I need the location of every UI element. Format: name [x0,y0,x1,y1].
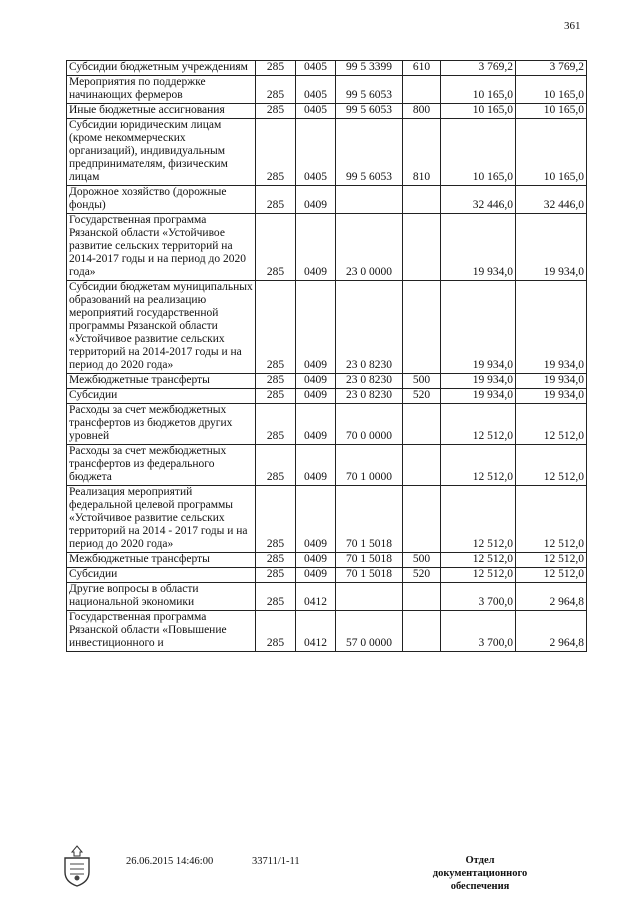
row-target-code: 23 0 8230 [336,389,403,404]
row-section-code: 0409 [296,568,336,583]
coat-of-arms-icon [60,844,94,888]
row-admin-code: 285 [256,553,296,568]
row-target-code: 99 5 6053 [336,119,403,186]
table-row [67,583,587,611]
row-admin-code: 285 [256,374,296,389]
row-admin-code: 285 [256,214,296,281]
row-sum-plan: 19 934,0 [441,389,516,404]
row-section-code: 0405 [296,104,336,119]
table-row [67,186,587,214]
row-name: Субсидии юридическим лицам (кроме некоммерческих организаций), индивидуальным предпринимателям, физическим лицам [67,119,256,186]
row-sum-actual: 32 446,0 [516,186,587,214]
row-sum-plan: 32 446,0 [441,186,516,214]
row-section-code: 0405 [296,61,336,76]
row-admin-code: 285 [256,104,296,119]
row-expense-type: 500 [403,374,441,389]
row-expense-type: 800 [403,104,441,119]
row-name: Субсидии бюджетам муниципальных образований на реализацию мероприятий государственной программы Рязанской области «Устойчивое развитие сельских территорий на 2014-2017 годы и на период до 2020 года» [67,281,256,374]
row-sum-actual: 12 512,0 [516,553,587,568]
row-target-code: 23 0 8230 [336,374,403,389]
row-sum-plan: 3 769,2 [441,61,516,76]
row-sum-actual: 12 512,0 [516,404,587,445]
footer-datetime: 26.06.2015 14:46:00 [126,856,214,867]
row-target-code: 99 5 3399 [336,61,403,76]
row-target-code: 99 5 6053 [336,76,403,104]
footer-document-number: 33711/1-11 [252,856,300,867]
row-sum-actual: 19 934,0 [516,281,587,374]
table-row [67,389,587,404]
row-section-code: 0409 [296,486,336,553]
table-row [67,404,587,445]
row-sum-actual: 12 512,0 [516,486,587,553]
row-sum-actual: 19 934,0 [516,389,587,404]
row-target-code: 70 1 5018 [336,486,403,553]
row-admin-code: 285 [256,611,296,652]
row-sum-actual: 10 165,0 [516,119,587,186]
row-section-code: 0412 [296,611,336,652]
row-sum-actual: 2 964,8 [516,611,587,652]
row-section-code: 0409 [296,445,336,486]
row-target-code: 70 1 0000 [336,445,403,486]
row-sum-actual: 12 512,0 [516,445,587,486]
row-sum-actual: 19 934,0 [516,214,587,281]
row-expense-type [403,76,441,104]
table-row [67,486,587,553]
row-expense-type [403,186,441,214]
budget-table [66,60,587,652]
row-sum-plan: 12 512,0 [441,404,516,445]
row-expense-type: 610 [403,61,441,76]
row-section-code: 0409 [296,186,336,214]
row-name: Мероприятия по поддержке начинающих фермеров [67,76,256,104]
row-admin-code: 285 [256,568,296,583]
row-target-code [336,186,403,214]
row-name: Дорожное хозяйство (дорожные фонды) [67,186,256,214]
table-row [67,119,587,186]
row-sum-actual: 3 769,2 [516,61,587,76]
row-sum-actual: 19 934,0 [516,374,587,389]
page-footer [0,842,640,892]
row-admin-code: 285 [256,583,296,611]
table-row [67,61,587,76]
row-target-code: 70 1 5018 [336,568,403,583]
row-expense-type [403,486,441,553]
row-section-code: 0409 [296,404,336,445]
row-sum-actual: 10 165,0 [516,76,587,104]
row-target-code [336,583,403,611]
row-expense-type: 520 [403,389,441,404]
table-row [67,374,587,389]
row-expense-type [403,214,441,281]
row-name: Субсидии [67,568,256,583]
row-expense-type [403,583,441,611]
row-admin-code: 285 [256,76,296,104]
row-target-code: 23 0 0000 [336,214,403,281]
row-sum-plan: 12 512,0 [441,553,516,568]
row-admin-code: 285 [256,281,296,374]
table-row [67,445,587,486]
footer-department: Отдел документационного обеспечения [432,855,528,892]
row-sum-plan: 12 512,0 [441,445,516,486]
row-sum-plan: 19 934,0 [441,214,516,281]
row-name: Государственная программа Рязанской области «Устойчивое развитие сельских территорий на 2014-2017 годы и на период до 2020 года» [67,214,256,281]
row-name: Расходы за счет межбюджетных трансфертов из бюджетов других уровней [67,404,256,445]
row-sum-plan: 12 512,0 [441,568,516,583]
row-target-code: 70 1 5018 [336,553,403,568]
row-section-code: 0409 [296,374,336,389]
row-name: Межбюджетные трансферты [67,553,256,568]
row-name: Реализация мероприятий федеральной целевой программы «Устойчивое развитие сельских территорий на 2014 - 2017 годы и на период до 2020 года» [67,486,256,553]
row-admin-code: 285 [256,404,296,445]
row-target-code: 57 0 0000 [336,611,403,652]
table-row [67,76,587,104]
row-section-code: 0409 [296,389,336,404]
row-expense-type: 520 [403,568,441,583]
row-section-code: 0412 [296,583,336,611]
row-target-code: 70 0 0000 [336,404,403,445]
row-sum-plan: 10 165,0 [441,104,516,119]
row-sum-plan: 19 934,0 [441,281,516,374]
row-name: Межбюджетные трансферты [67,374,256,389]
row-name: Субсидии бюджетным учреждениям [67,61,256,76]
row-sum-actual: 12 512,0 [516,568,587,583]
row-admin-code: 285 [256,445,296,486]
row-sum-plan: 10 165,0 [441,76,516,104]
row-section-code: 0405 [296,76,336,104]
row-name: Иные бюджетные ассигнования [67,104,256,119]
page-number: 361 [564,20,581,32]
row-admin-code: 285 [256,486,296,553]
row-sum-plan: 3 700,0 [441,611,516,652]
table-row [67,611,587,652]
row-sum-actual: 2 964,8 [516,583,587,611]
table-row [67,104,587,119]
table-row [67,281,587,374]
row-expense-type [403,404,441,445]
row-sum-plan: 3 700,0 [441,583,516,611]
row-expense-type [403,281,441,374]
row-name: Другие вопросы в области национальной экономики [67,583,256,611]
table-row [67,214,587,281]
row-sum-plan: 19 934,0 [441,374,516,389]
row-expense-type [403,611,441,652]
row-expense-type [403,445,441,486]
row-expense-type: 810 [403,119,441,186]
row-expense-type: 500 [403,553,441,568]
row-sum-plan: 10 165,0 [441,119,516,186]
table-row [67,568,587,583]
row-sum-plan: 12 512,0 [441,486,516,553]
row-name: Субсидии [67,389,256,404]
row-section-code: 0409 [296,214,336,281]
row-target-code: 23 0 8230 [336,281,403,374]
row-name: Расходы за счет межбюджетных трансфертов из федерального бюджета [67,445,256,486]
row-name: Государственная программа Рязанской области «Повышение инвестиционного и [67,611,256,652]
row-admin-code: 285 [256,186,296,214]
row-target-code: 99 5 6053 [336,104,403,119]
row-admin-code: 285 [256,389,296,404]
table-row [67,553,587,568]
row-section-code: 0409 [296,281,336,374]
row-section-code: 0405 [296,119,336,186]
row-admin-code: 285 [256,61,296,76]
row-admin-code: 285 [256,119,296,186]
row-section-code: 0409 [296,553,336,568]
row-sum-actual: 10 165,0 [516,104,587,119]
